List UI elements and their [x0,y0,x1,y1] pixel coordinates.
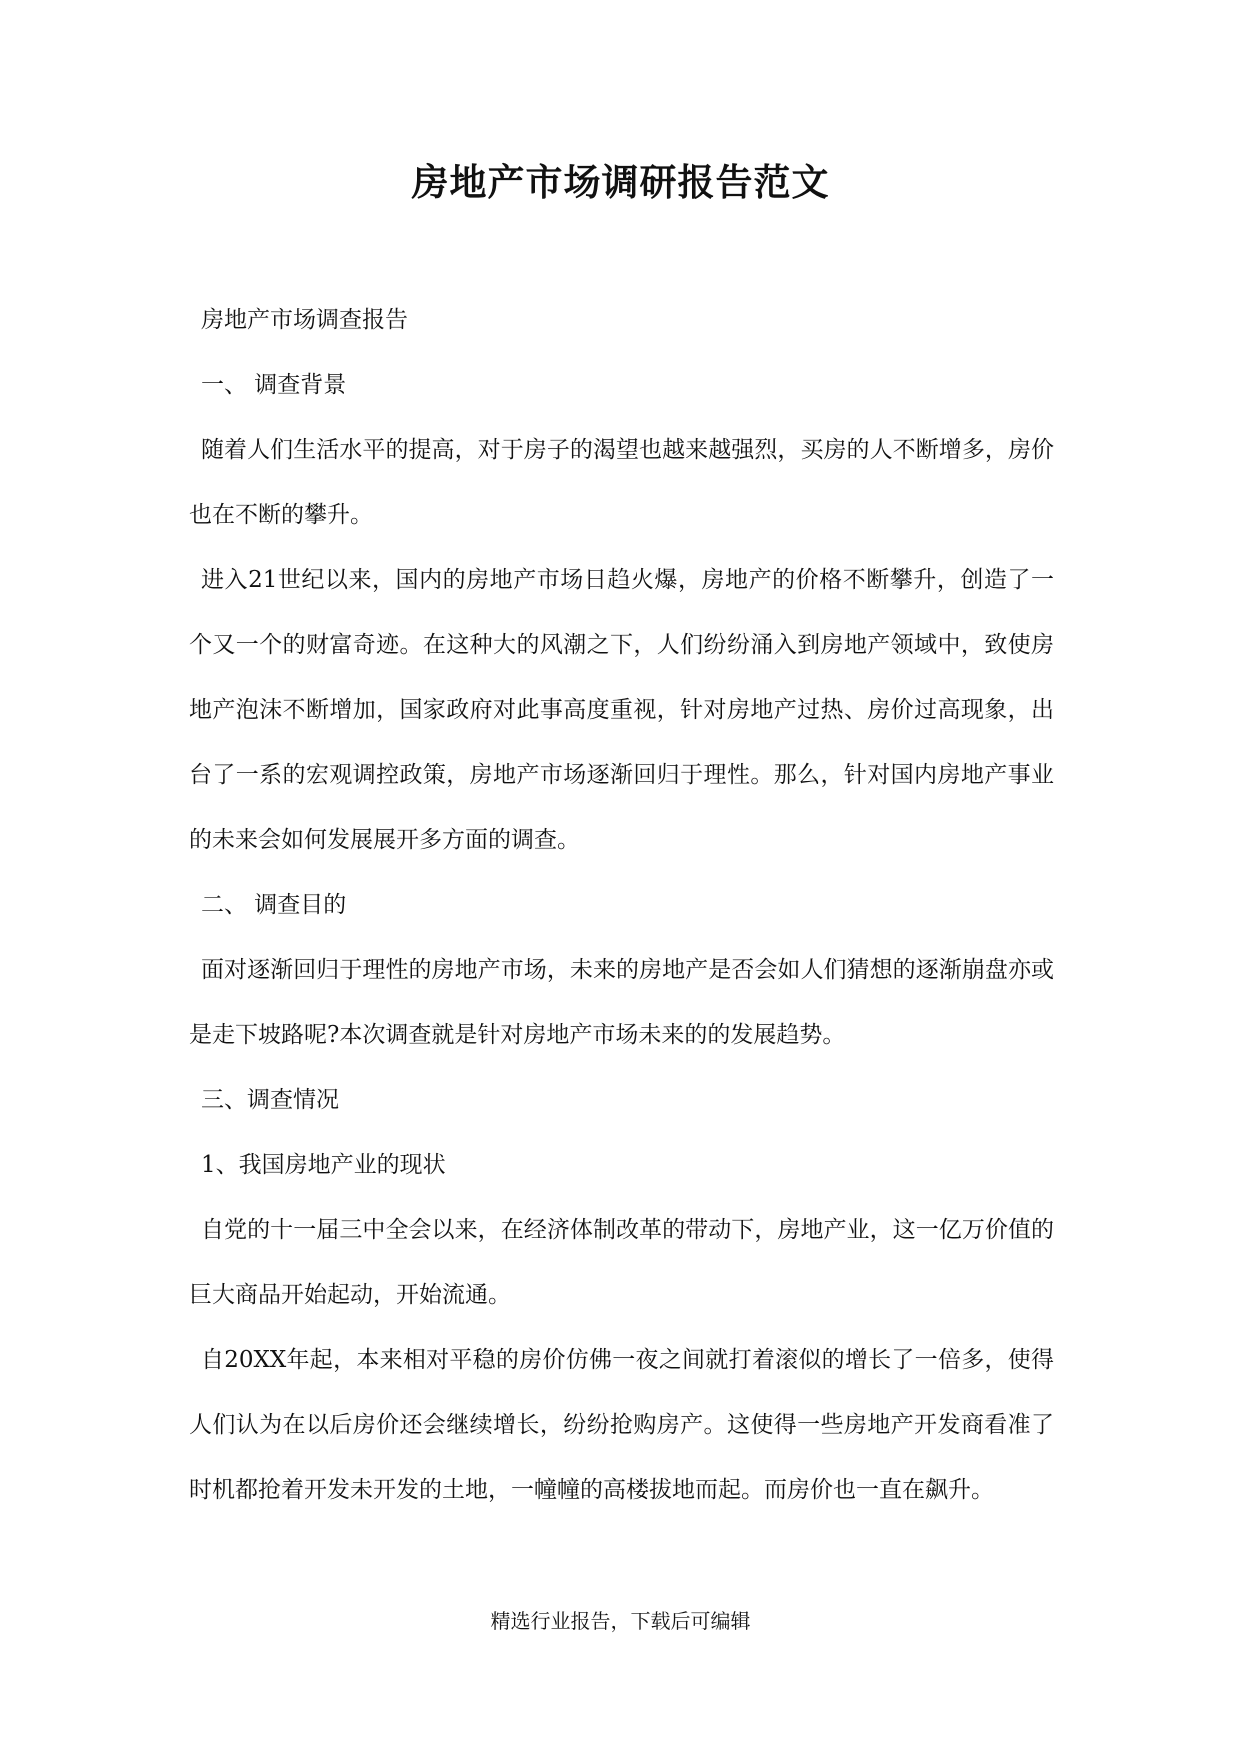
paragraph-background-2: 进入21世纪以来，国内的房地产市场日趋火爆，房地产的价格不断攀升，创造了一个又一个的财富奇迹。在这种大的风潮之下，人们纷纷涌入到房地产领域中，致使房地产泡沫不断增加，国家政府对此事高度重视，针对房地产过热、房价过高现象，出台了一系的宏观调控政策，房地产市场逐渐回归于理性。那么，针对国内房地产事业的未来会如何发展展开多方面的调查。 [189,567,1054,853]
paragraph-status-2: 自20XX年起，本来相对平稳的房价仿佛一夜之间就打着滚似的增长了一倍多，使得人们认为在以后房价还会继续增长，纷纷抢购房产。这使得一些房地产开发商看准了时机都抢着开发未开发的土地，一幢幢的高楼拔地而起。而房价也一直在飙升。 [189,1347,1054,1503]
subheading-current-status: 1、我国房地产业的现状 [201,1152,446,1178]
page-footer: 精选行业报告，下载后可编辑 [490,1609,751,1633]
heading-purpose: 二、 调查目的 [201,892,347,918]
heading-background: 一、 调查背景 [201,372,347,398]
heading-situation: 三、调查情况 [201,1087,339,1113]
paragraph-purpose: 面对逐渐回归于理性的房地产市场，未来的房地产是否会如人们猜想的逐渐崩盘亦或是走下坡路呢?本次调查就是针对房地产市场未来的的发展趋势。 [189,957,1054,1048]
document-body [189,288,1054,1523]
paragraph-report-name: 房地产市场调查报告 [201,307,408,333]
paragraph-background-1: 随着人们生活水平的提高，对于房子的渴望也越来越强烈，买房的人不断增多，房价也在不断的攀升。 [189,437,1054,528]
paragraph-status-1: 自党的十一届三中全会以来，在经济体制改革的带动下，房地产业，这一亿万价值的巨大商品开始起动，开始流通。 [189,1217,1054,1308]
document-title: 房地产市场调研报告范文 [411,160,830,204]
